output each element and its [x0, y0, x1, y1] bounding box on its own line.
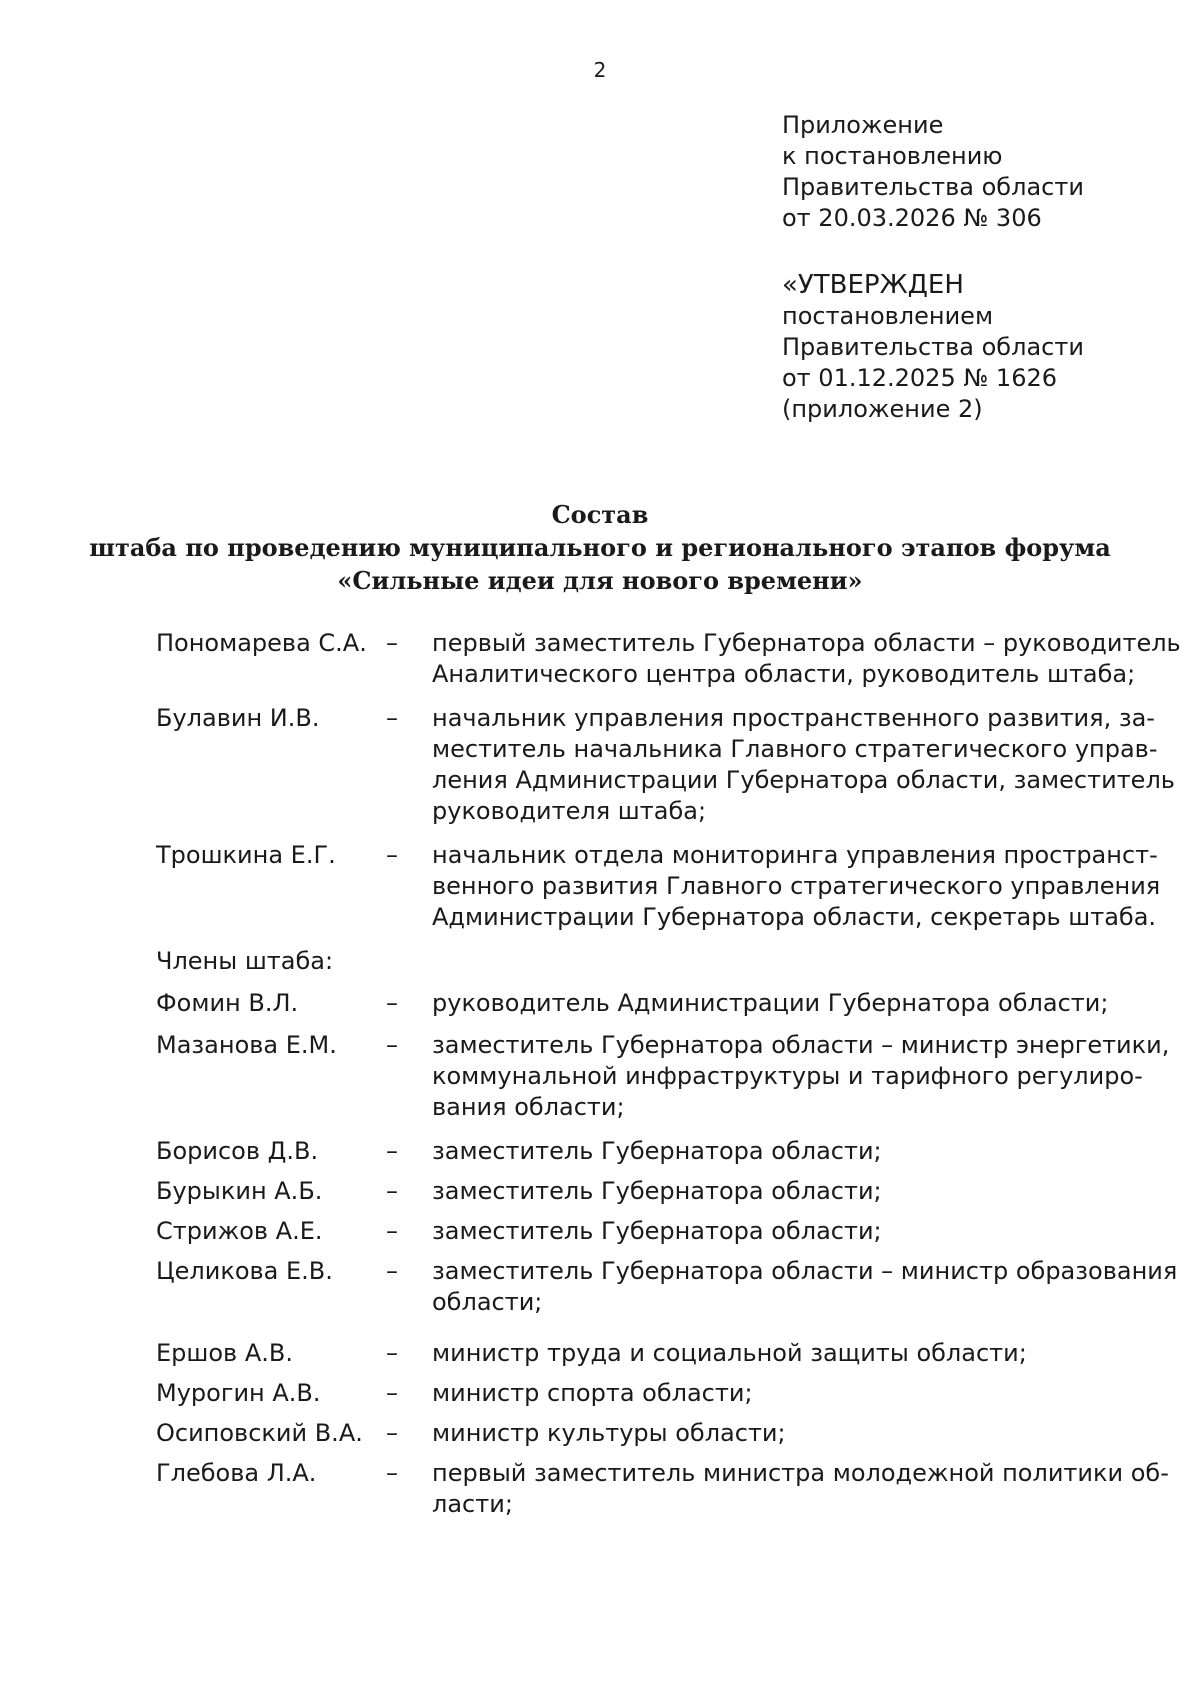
dash-separator: – — [386, 629, 398, 657]
member-role — [432, 1458, 1169, 1520]
role-line: заместитель Губернатора области; — [432, 1137, 882, 1165]
role-line: Аналитического центра области, руководитель штаба; — [432, 660, 1136, 688]
role-line: венного развития Главного стратегического управления — [432, 872, 1161, 900]
list-item — [156, 988, 1146, 1019]
staff-list — [156, 628, 1181, 1520]
role-line: министр культуры области; — [432, 1419, 786, 1447]
role-line: первый заместитель Губернатора области – руководитель — [432, 629, 1181, 657]
role-line: руководитель Администрации Губернатора области; — [432, 989, 1109, 1017]
role-line: заместитель Губернатора области – министр энергетики, — [432, 1031, 1170, 1059]
document-title — [0, 498, 1200, 597]
dash-separator: – — [386, 704, 398, 732]
role-line: ласти; — [432, 1490, 513, 1518]
dash-separator: – — [386, 989, 398, 1017]
member-name: Бурыкин А.Б. — [156, 1177, 323, 1205]
member-role — [432, 1378, 1132, 1409]
member-role — [432, 1216, 1132, 1247]
title-line: Состав — [551, 500, 649, 529]
role-line: меститель начальника Главного стратегического управ- — [432, 735, 1158, 763]
role-line: вания области; — [432, 1093, 625, 1121]
list-item — [156, 1176, 1146, 1207]
approval-block — [782, 270, 1182, 425]
role-line: заместитель Губернатора области – министр образования — [432, 1257, 1178, 1285]
role-line: области; — [432, 1288, 543, 1316]
approval-line: постановлением — [782, 302, 994, 330]
approval-line: (приложение 2) — [782, 395, 983, 423]
member-role — [432, 1338, 1132, 1369]
appendix-line: к постановлению — [782, 142, 1003, 170]
member-name: Мазанова Е.М. — [156, 1031, 337, 1059]
role-line: министр труда и социальной защиты области; — [432, 1339, 1027, 1367]
dash-separator: – — [386, 1339, 398, 1367]
member-role — [432, 1030, 1170, 1123]
dash-separator: – — [386, 1177, 398, 1205]
members-label: Члены штаба: — [156, 947, 334, 975]
role-line: начальник отдела мониторинга управления пространст- — [432, 841, 1158, 869]
member-role — [432, 628, 1181, 690]
role-line: заместитель Губернатора области; — [432, 1177, 882, 1205]
role-line: Администрации Губернатора области, секретарь штаба. — [432, 903, 1157, 931]
page-number: 2 — [593, 58, 607, 82]
appendix-line: Приложение — [782, 111, 944, 139]
dash-separator: – — [386, 841, 398, 869]
member-name: Пономарева С.А. — [156, 629, 367, 657]
dash-separator: – — [386, 1031, 398, 1059]
title-line: «Сильные идеи для нового времени» — [337, 566, 863, 595]
member-name: Ершов А.В. — [156, 1339, 293, 1367]
dash-separator: – — [386, 1217, 398, 1245]
member-role — [432, 840, 1161, 933]
list-item — [156, 1378, 1146, 1409]
list-item — [156, 840, 1161, 933]
member-name: Фомин В.Л. — [156, 989, 299, 1017]
role-line: заместитель Губернатора области; — [432, 1217, 882, 1245]
member-name: Глебова Л.А. — [156, 1459, 317, 1487]
dash-separator: – — [386, 1257, 398, 1285]
appendix-block — [782, 110, 1182, 234]
role-line: начальник управления пространственного развития, за- — [432, 704, 1155, 732]
list-item — [156, 628, 1181, 690]
member-role — [432, 988, 1132, 1019]
role-line: первый заместитель министра молодежной политики об- — [432, 1459, 1169, 1487]
title-line: штаба по проведению муниципального и регионального этапов форума — [89, 533, 1111, 562]
member-role — [432, 703, 1175, 827]
dash-separator: – — [386, 1459, 398, 1487]
list-item — [156, 1418, 1146, 1449]
member-role — [432, 1418, 1132, 1449]
member-name: Трошкина Е.Г. — [156, 841, 336, 869]
member-name: Целикова Е.В. — [156, 1257, 333, 1285]
role-line: коммунальной инфраструктуры и тарифного регулиро- — [432, 1062, 1143, 1090]
role-line: министр спорта области; — [432, 1379, 753, 1407]
dash-separator: – — [386, 1379, 398, 1407]
approval-line: «УТВЕРЖДЕН — [782, 270, 964, 300]
approval-line: Правительства области — [782, 333, 1084, 361]
member-name: Борисов Д.В. — [156, 1137, 319, 1165]
list-item — [156, 703, 1175, 827]
member-role — [432, 1176, 1132, 1207]
appendix-line: Правительства области — [782, 173, 1084, 201]
list-item — [156, 1256, 1178, 1318]
dash-separator: – — [386, 1419, 398, 1447]
member-role — [432, 1256, 1178, 1318]
member-role — [432, 1136, 1132, 1167]
list-item — [156, 1458, 1169, 1520]
approval-line: от 01.12.2025 № 1626 — [782, 364, 1058, 392]
appendix-line: от 20.03.2026 № 306 — [782, 204, 1042, 232]
list-item — [156, 1216, 1146, 1247]
member-name: Стрижов А.Е. — [156, 1217, 323, 1245]
list-item — [156, 1136, 1146, 1167]
list-item — [156, 1030, 1170, 1123]
list-item — [156, 1338, 1146, 1369]
role-line: руководителя штаба; — [432, 797, 707, 825]
role-line: ления Администрации Губернатора области, заместитель — [432, 766, 1175, 794]
member-name: Булавин И.В. — [156, 704, 320, 732]
member-name: Осиповский В.А. — [156, 1419, 363, 1447]
dash-separator: – — [386, 1137, 398, 1165]
member-name: Мурогин А.В. — [156, 1379, 321, 1407]
